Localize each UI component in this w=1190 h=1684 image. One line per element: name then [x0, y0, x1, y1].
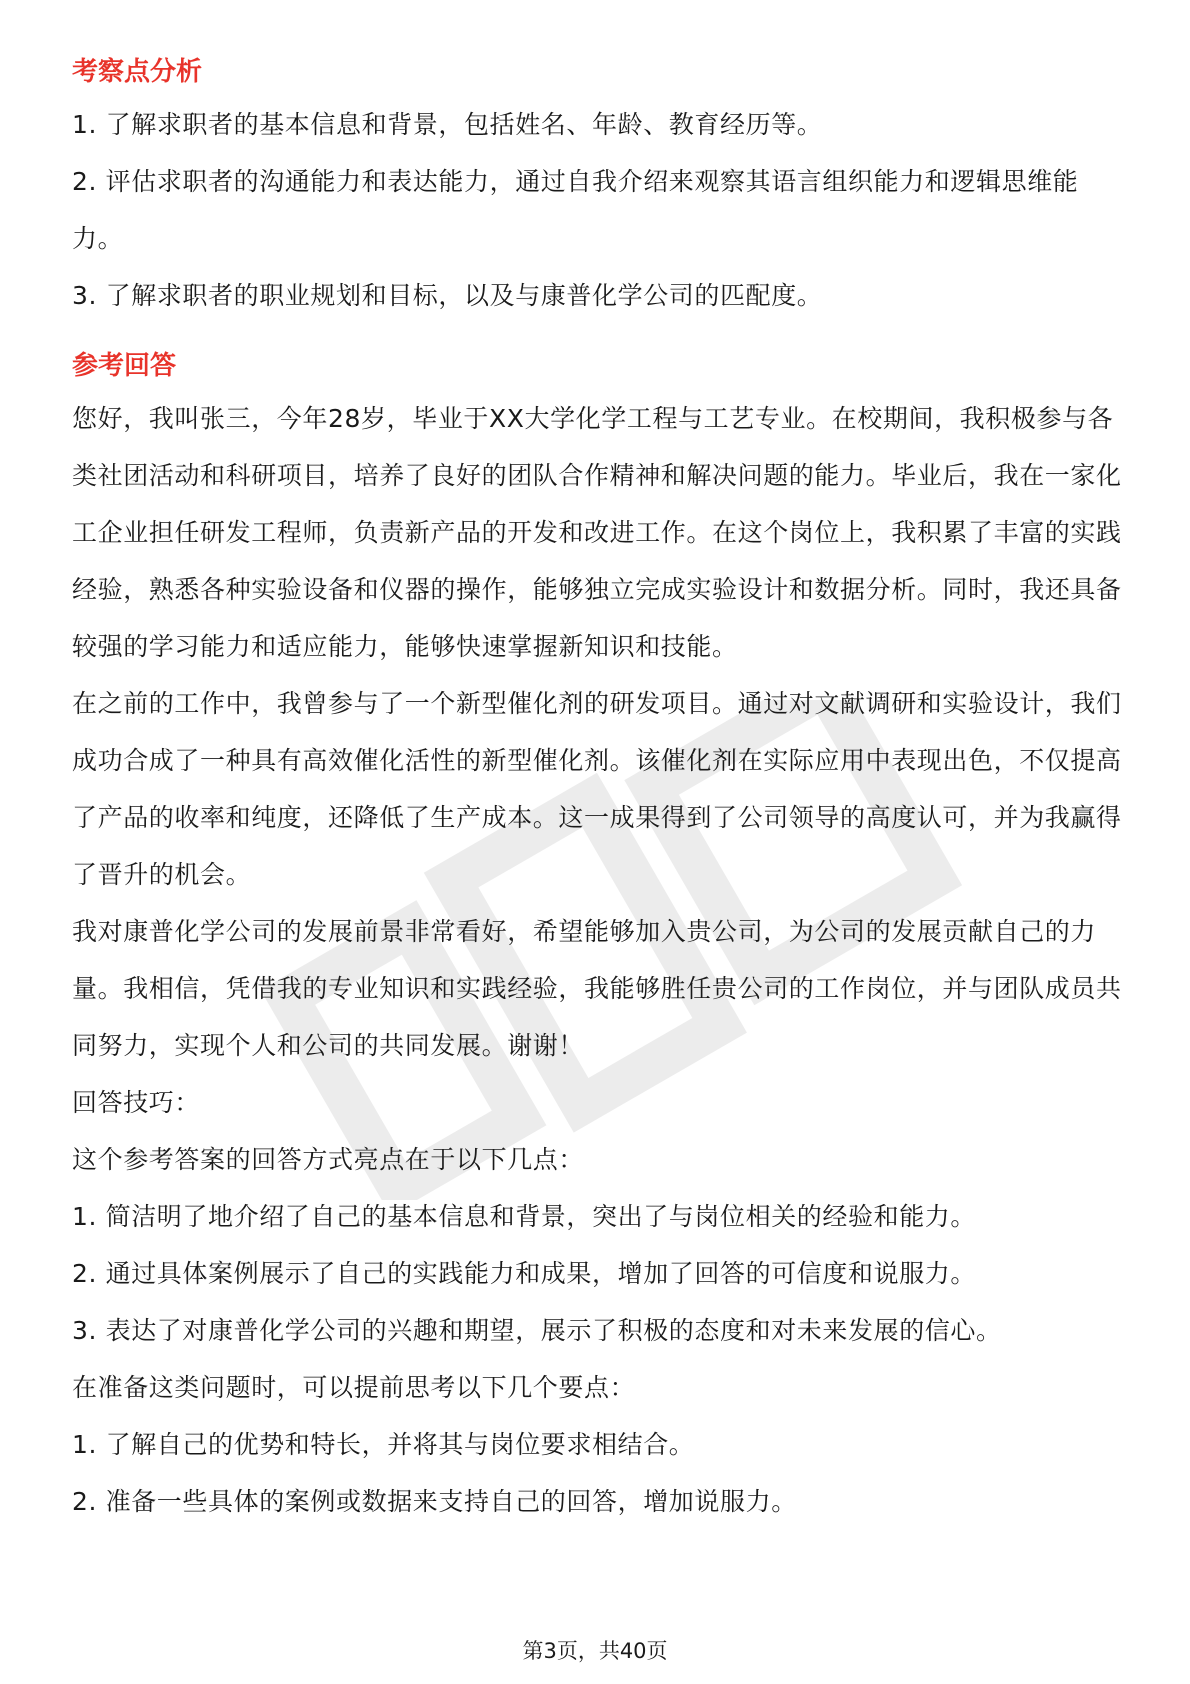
answer-paragraph: 我对康普化学公司的发展前景非常看好，希望能够加入贵公司，为公司的发展贡献自己的力量。我相信，凭借我的专业知识和实践经验，我能够胜任贵公司的工作岗位，并与团队成员共同努力，实现个人和公司的共同发展。谢谢！	[72, 917, 1122, 1060]
tips-highlight: 2. 通过具体案例展示了自己的实践能力和成果，增加了回答的可信度和说服力。	[72, 1259, 977, 1288]
page-content	[72, 52, 1122, 1530]
tips-intro: 这个参考答案的回答方式亮点在于以下几点：	[72, 1145, 585, 1174]
section-heading-analysis: 考察点分析	[72, 57, 203, 87]
analysis-item: 2. 评估求职者的沟通能力和表达能力，通过自我介绍来观察其语言组织能力和逻辑思维能力。	[72, 167, 1079, 253]
page-number: 第3页，共40页	[522, 1639, 668, 1663]
analysis-item: 3. 了解求职者的职业规划和目标，以及与康普化学公司的匹配度。	[72, 281, 823, 310]
prep-point: 1. 了解自己的优势和特长，并将其与岗位要求相结合。	[72, 1430, 695, 1459]
answer-paragraph: 在之前的工作中，我曾参与了一个新型催化剂的研发项目。通过对文献调研和实验设计，我们成功合成了一种具有高效催化活性的新型催化剂。该催化剂在实际应用中表现出色，不仅提高了产品的收率和纯度，还降低了生产成本。这一成果得到了公司领导的高度认可，并为我赢得了晋升的机会。	[72, 689, 1122, 889]
answer-paragraph: 您好，我叫张三，今年28岁，毕业于XX大学化学工程与工艺专业。在校期间，我积极参与各类社团活动和科研项目，培养了良好的团队合作精神和解决问题的能力。毕业后，我在一家化工企业担任研发工程师，负责新产品的开发和改进工作。在这个岗位上，我积累了丰富的实践经验，熟悉各种实验设备和仪器的操作，能够独立完成实验设计和数据分析。同时，我还具备较强的学习能力和适应能力，能够快速掌握新知识和技能。	[72, 404, 1122, 661]
tips-highlight: 3. 表达了对康普化学公司的兴趣和期望，展示了积极的态度和对未来发展的信心。	[72, 1316, 1002, 1345]
analysis-item: 1. 了解求职者的基本信息和背景，包括姓名、年龄、教育经历等。	[72, 110, 823, 139]
tips-highlight: 1. 简洁明了地介绍了自己的基本信息和背景，突出了与岗位相关的经验和能力。	[72, 1202, 977, 1231]
tips-label: 回答技巧：	[72, 1088, 201, 1117]
section-heading-answer: 参考回答	[72, 351, 177, 381]
prep-point: 2. 准备一些具体的案例或数据来支持自己的回答，增加说服力。	[72, 1487, 797, 1516]
prep-intro: 在准备这类问题时，可以提前思考以下几个要点：	[72, 1373, 636, 1402]
